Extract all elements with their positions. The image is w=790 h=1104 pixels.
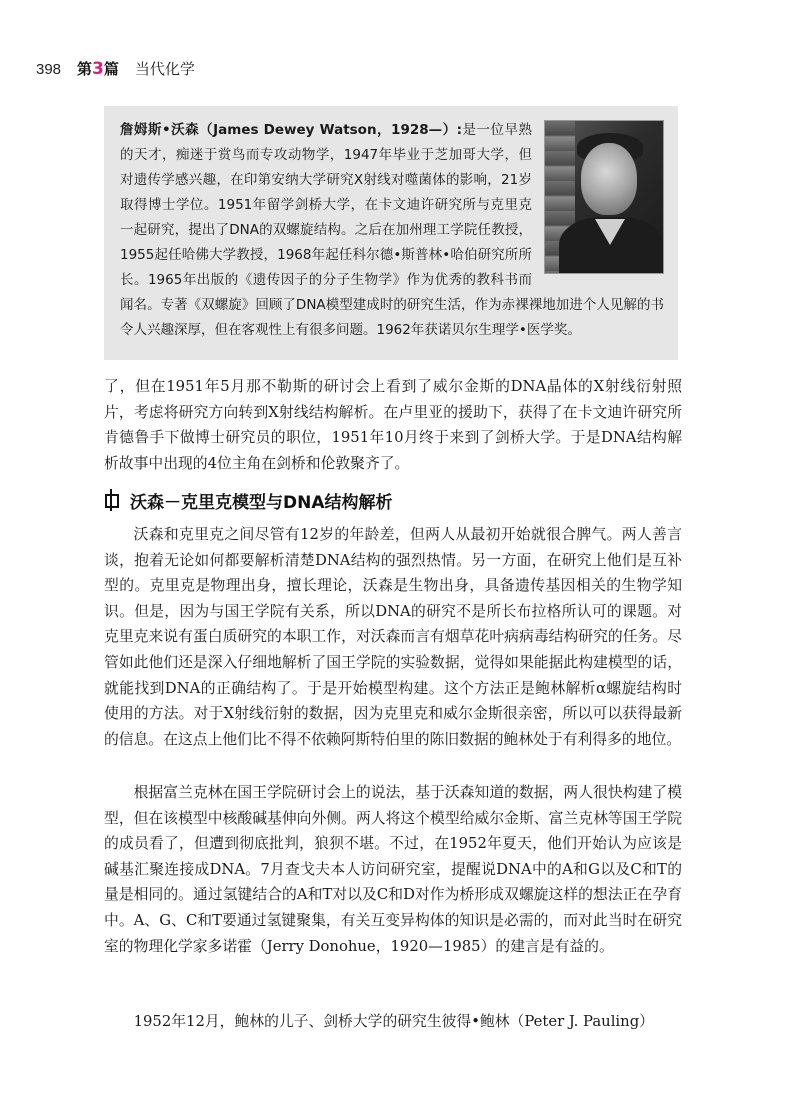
section-marker-icon (104, 493, 118, 507)
biography-box (104, 106, 678, 360)
part-label (77, 58, 119, 79)
section-heading (104, 486, 684, 514)
portrait-face (581, 143, 637, 215)
biography-body: 是一位早熟的天才，痴迷于赏鸟而专攻动物学，1947年毕业于芝加哥大学，但对遗传学感兴趣，在印第安纳大学研究X射线对噬菌体的影响，21岁取得博士学位。1951年留学剑桥大学，在卡文迪许研究所与克里克一起研究，提出了DNA的双螺旋结构。之后在加州理工学院任教授，1955起任哈佛大学教授，1968年起任科尔德•斯普林•哈伯研究所所长。1965年出版的《遗传因子的分子生物学》作为优秀的教科书而闻名。专著《双螺旋》回顾了DNA模型建成时的研究生活，作为赤裸裸地加进个人见解的书令人兴趣深厚，但在客观性上有很多问题。1962年获诺贝尔生理学•医学奖。 (120, 122, 664, 338)
page-number: 398 (36, 61, 62, 78)
paragraph-2: 根据富兰克林在国王学院研讨会上的说法，基于沃森知道的数据，两人很快构建了模型，但在该模型中核酸碱基伸向外侧。两人将这个模型给威尔金斯、富兰克林等国王学院的成员看了，但遭到彻底批判，狼狈不堪。不过，在1952年夏天，他们开始认为应该是碱基汇聚连接成DNA。7月查戈夫本人访问研究室，提醒说DNA中的A和G以及C和T的量是相同的。通过氢键结合的A和T对以及C和D对作为桥形成双螺旋这样的想法正在孕育中。A、G、C和T要通过氢键聚集，有关互变异构体的知识是必需的，而对此当时在研究室的物理化学家多诺霍（Jerry Donohue，1920—1985）的建言是有益的。 (104, 784, 682, 955)
part-prefix: 第 (77, 60, 93, 78)
biography-name: 詹姆斯•沃森（James Dewey Watson，1928—）: (120, 122, 463, 138)
portrait-photo (544, 120, 664, 274)
part-title: 当代化学 (134, 60, 195, 78)
intro-paragraph: 了，但在1951年5月那不勒斯的研讨会上看到了威尔金斯的DNA晶体的X射线衍射照片，考虑将研究方向转到X射线结构解析。在卢里亚的援助下，获得了在卡文迪许研究所肯德鲁手下做博士研究员的职位，1951年10月终于来到了剑桥大学。于是DNA结构解析故事中出现的4位主角在剑桥和伦敦聚齐了。 (104, 378, 682, 472)
section-title: 沃森－克里克模型与DNA结构解析 (130, 492, 393, 513)
part-suffix: 篇 (103, 60, 119, 78)
paragraph-3: 1952年12月，鲍林的儿子、剑桥大学的研究生彼得•鲍林（Peter J. Pauling） (133, 1013, 654, 1030)
paragraph-1: 沃森和克里克之间尽管有12岁的年龄差，但两人从最初开始就很合脾气。两人善言谈，抱着无论如何都要解析清楚DNA结构的强烈热情。另一方面，在研究上他们是互补型的。克里克是物理出身，擅长理论，沃森是生物出身，具备遗传基因相关的生物学知识。但是，因为与国王学院有关系，所以DNA的研究不是所长布拉格所认可的课题。对克里克来说有蛋白质研究的本职工作，对沃森而言有烟草花叶病病毒结构研究的任务。尽管如此他们还是深入仔细地解析了国王学院的实验数据，觉得如果能据此构建模型的话，就能找到DNA的正确结构了。于是开始模型构建。这个方法正是鲍林解析α螺旋结构时使用的方法。对于X射线衍射的数据，因为克里克和威尔金斯很亲密，所以可以获得最新的信息。在这点上他们比不得不依赖阿斯特伯里的陈旧数据的鲍林处于有利得多的地位。 (104, 526, 682, 748)
part-number: 3 (92, 59, 104, 79)
page-header (36, 58, 756, 84)
